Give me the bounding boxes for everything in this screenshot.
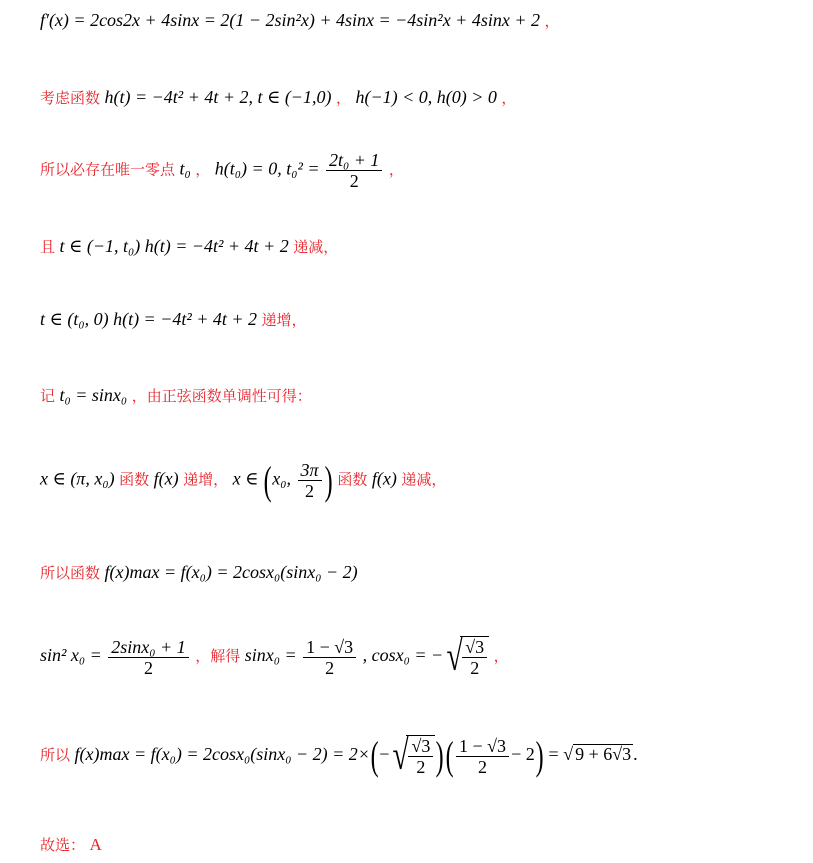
minus-two: − 2 — [511, 744, 535, 765]
solution-line-4 — [40, 234, 338, 259]
max-expression: f(x)max = f(x₀) = 2cosx₀(sinx₀ − 2) — [104, 562, 358, 582]
text-decreasing: 递减， — [293, 238, 339, 256]
f-of-x: f(x) — [153, 468, 179, 489]
interval-pi-x0: x ∈ (π, x₀) — [40, 468, 115, 489]
fraction-denominator: 2 — [416, 757, 426, 777]
solution-line-5 — [40, 307, 307, 332]
final-result: 9 + 6√3 — [575, 744, 632, 765]
radical-sign: √ — [392, 733, 410, 779]
decreasing-interval-expression: t ∈ (−1, t₀) h(t) = −4t² + 4t + 2 — [59, 236, 289, 256]
text-unique-zero: 所以必存在唯一零点 — [40, 160, 176, 179]
punctuation: ， — [544, 12, 560, 30]
text-function: 函数 — [119, 470, 150, 489]
fraction-sqrt3-over-2 — [408, 736, 433, 777]
t0-equals-sin-x0: t₀ = sinx₀ — [59, 385, 128, 405]
derivative-expression: f′(x) = 2cos2x + 4sinx = 2(1 − 2sin²x) + 4sinx = −4sin²x + 4sinx + 2 — [40, 10, 540, 30]
zero-t0: t₀ — [179, 158, 191, 179]
text-consider-function: 考虑函数 — [40, 89, 101, 107]
fraction-denominator: 2 — [470, 658, 480, 678]
fraction-denominator: 2 — [478, 756, 488, 777]
left-paren: ( — [445, 733, 454, 778]
text-so-function: 所以函数 — [40, 564, 101, 582]
fraction-sin-expression — [108, 637, 188, 678]
text-increasing: 递增， — [261, 311, 307, 329]
x0-comma: x₀, — [272, 468, 291, 489]
radical-body — [406, 735, 435, 777]
fraction-denominator: 2 — [305, 481, 315, 501]
text-and: 且 — [40, 238, 56, 256]
final-max-expression: f(x)max = f(x₀) = 2cosx₀(sinx₀ − 2) = 2× — [74, 744, 370, 765]
punctuation: ， — [501, 89, 517, 107]
x-in: x ∈ — [232, 468, 259, 489]
text-so: 所以 — [40, 746, 71, 765]
solution-line-9 — [40, 636, 509, 678]
fraction-denominator: 2 — [349, 171, 359, 191]
fraction-3pi-over-2 — [298, 460, 322, 501]
right-paren: ) — [535, 733, 544, 778]
left-paren: ( — [370, 733, 379, 778]
solution-line-7 — [40, 457, 447, 503]
text-by-sine-monotonicity: ，由正弦函数单调性可得： — [131, 387, 312, 405]
fraction-denominator: 2 — [325, 657, 335, 678]
solution-line-8 — [40, 560, 358, 585]
fraction-sqrt3-over-2 — [462, 637, 487, 678]
fraction-sin-value — [456, 736, 509, 777]
fraction-numerator: √3 — [462, 637, 487, 658]
cos-x0-equals: , cosx₀ = − — [362, 645, 444, 666]
endpoint-values: h(−1) < 0, h(0) > 0 — [355, 87, 497, 107]
text-increasing: 递增， — [183, 470, 229, 489]
fraction-t0-squared — [326, 150, 382, 191]
solution-line-3 — [40, 150, 404, 191]
punctuation: ， — [195, 160, 211, 179]
sin-squared-x0: sin² x₀ = — [40, 645, 102, 666]
text-solve: ，解得 — [195, 647, 241, 666]
punctuation: ， — [335, 89, 351, 107]
increasing-interval-expression: t ∈ (t₀, 0) h(t) = −4t² + 4t + 2 — [40, 309, 258, 329]
minus-sign: − — [379, 744, 390, 765]
text-decreasing: 递减， — [401, 470, 447, 489]
left-paren: ( — [263, 457, 272, 503]
text-let: 记 — [40, 387, 56, 405]
f-of-x: f(x) — [371, 468, 397, 489]
solution-line-2 — [40, 85, 516, 110]
radical-body — [460, 636, 489, 678]
fraction-numerator: √3 — [408, 736, 433, 757]
solution-line-10 — [40, 735, 638, 777]
radical-sign: √ — [446, 634, 463, 680]
solution-line-6 — [40, 383, 312, 408]
fraction-numerator: 2t₀ + 1 — [326, 150, 382, 171]
text-answer-label: 故选： — [40, 836, 86, 854]
sin-x0-equals: sinx₀ = — [244, 645, 297, 666]
answer-choice: A — [89, 835, 102, 854]
solution-line-11 — [40, 832, 102, 857]
right-paren: ) — [324, 457, 333, 503]
radical-sign: √ — [563, 744, 574, 765]
equals-sign: = — [548, 744, 559, 765]
fraction-numerator: 3π — [298, 460, 322, 481]
period: . — [633, 744, 638, 765]
solution-line-1 — [40, 8, 560, 33]
punctuation: ， — [493, 647, 509, 666]
fraction-denominator: 2 — [144, 657, 153, 678]
fraction-sin-value — [303, 637, 356, 678]
right-paren: ) — [436, 733, 445, 778]
fraction-numerator: 1 − √3 — [456, 736, 509, 757]
fraction-numerator: 2sinx₀ + 1 — [108, 637, 188, 658]
text-function: 函数 — [337, 470, 368, 489]
zero-condition: h(t₀) = 0, t₀² = — [214, 158, 320, 179]
punctuation: ， — [388, 160, 404, 179]
fraction-numerator: 1 − √3 — [303, 637, 356, 658]
function-h-definition: h(t) = −4t² + 4t + 2, t ∈ (−1,0) — [104, 87, 332, 107]
